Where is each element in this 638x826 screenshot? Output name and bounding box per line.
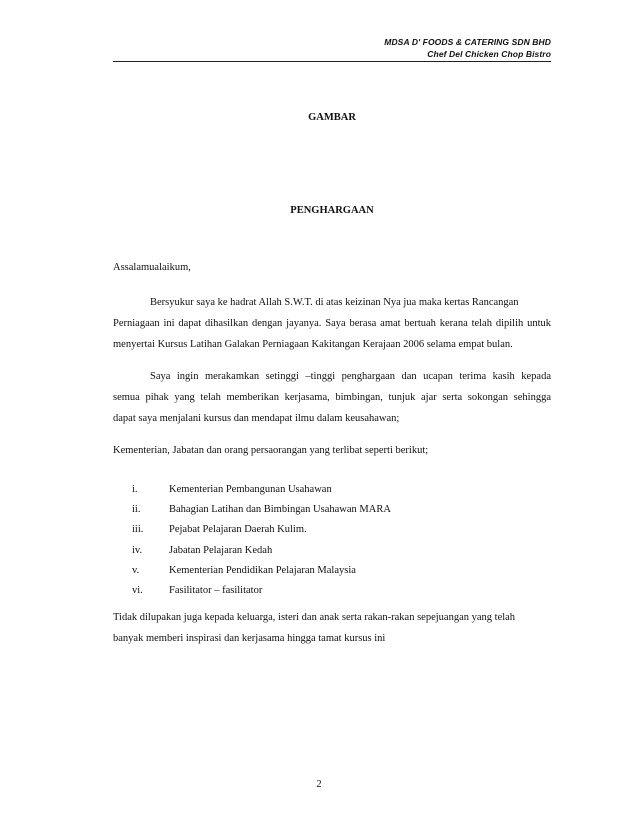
closing-paragraph xyxy=(113,607,551,649)
list-item-number: iii. xyxy=(132,524,144,536)
header-business-name: Chef Del Chicken Chop Bistro xyxy=(427,49,551,59)
paragraph-1 xyxy=(113,292,551,355)
paragraph-1-line: Bersyukur saya ke hadrat Allah S.W.T. di atas keizinan Nya jua maka kertas Rancangan xyxy=(150,297,519,308)
list-item-text: Fasilitator – fasilitator xyxy=(169,584,263,596)
heading-gambar: GAMBAR xyxy=(308,112,356,123)
list-item xyxy=(132,520,391,540)
header-rule xyxy=(113,61,551,62)
page-title: PENGHARGAAN xyxy=(290,205,374,216)
list-item-number: vi. xyxy=(132,584,143,596)
list-item xyxy=(132,541,391,561)
list-item xyxy=(132,561,391,581)
list-item-text: Bahagian Latihan dan Bimbingan Usahawan MARA xyxy=(169,504,391,516)
list-item-number: v. xyxy=(132,564,140,576)
organization-list xyxy=(132,480,391,601)
paragraph-2 xyxy=(113,366,551,429)
list-item xyxy=(132,581,391,601)
paragraph-2-line: semua pihak yang telah memberikan kerjasama, bimbingan, tunjuk ajar serta sokongan sehingga xyxy=(113,392,551,403)
header-company-name: MDSA D' FOODS & CATERING SDN BHD xyxy=(384,37,551,47)
paragraph-2-line: Saya ingin merakamkan setinggi –tinggi penghargaan dan ucapan terima kasih kepada xyxy=(150,371,551,382)
paragraph-1-line: menyertai Kursus Latihan Galakan Perniagaan Kakitangan Kerajaan 2006 selama empat bulan. xyxy=(113,339,513,350)
closing-line: Tidak dilupakan juga kepada keluarga, isteri dan anak serta rakan-rakan sepejuangan yang telah xyxy=(113,612,516,623)
list-item xyxy=(132,500,391,520)
page-number: 2 xyxy=(316,779,322,790)
list-intro: Kementerian, Jabatan dan orang persaorangan yang terlibat seperti berikut; xyxy=(113,445,429,456)
paragraph-1-line: Perniagaan ini dapat dihasilkan dengan jayanya. Saya berasa amat bertuah kerana telah dipilih untuk xyxy=(113,318,551,329)
list-item-text: Kementerian Pembangunan Usahawan xyxy=(169,484,332,495)
list-item-text: Pejabat Pelajaran Daerah Kulim. xyxy=(169,524,307,536)
greeting: Assalamualaikum, xyxy=(113,262,191,273)
paragraph-2-line: dapat saya menjalani kursus dan mendapat ilmu dalam keusahawan; xyxy=(113,413,400,424)
list-item-number: i. xyxy=(132,484,138,495)
list-item xyxy=(132,480,391,500)
list-item-text: Kementerian Pendidikan Pelajaran Malaysia xyxy=(169,564,356,576)
list-item-number: iv. xyxy=(132,544,143,556)
closing-line: banyak memberi inspirasi dan kerjasama hingga tamat kursus ini xyxy=(113,633,386,644)
list-item-text: Jabatan Pelajaran Kedah xyxy=(169,544,273,556)
list-item-number: ii. xyxy=(132,504,141,516)
